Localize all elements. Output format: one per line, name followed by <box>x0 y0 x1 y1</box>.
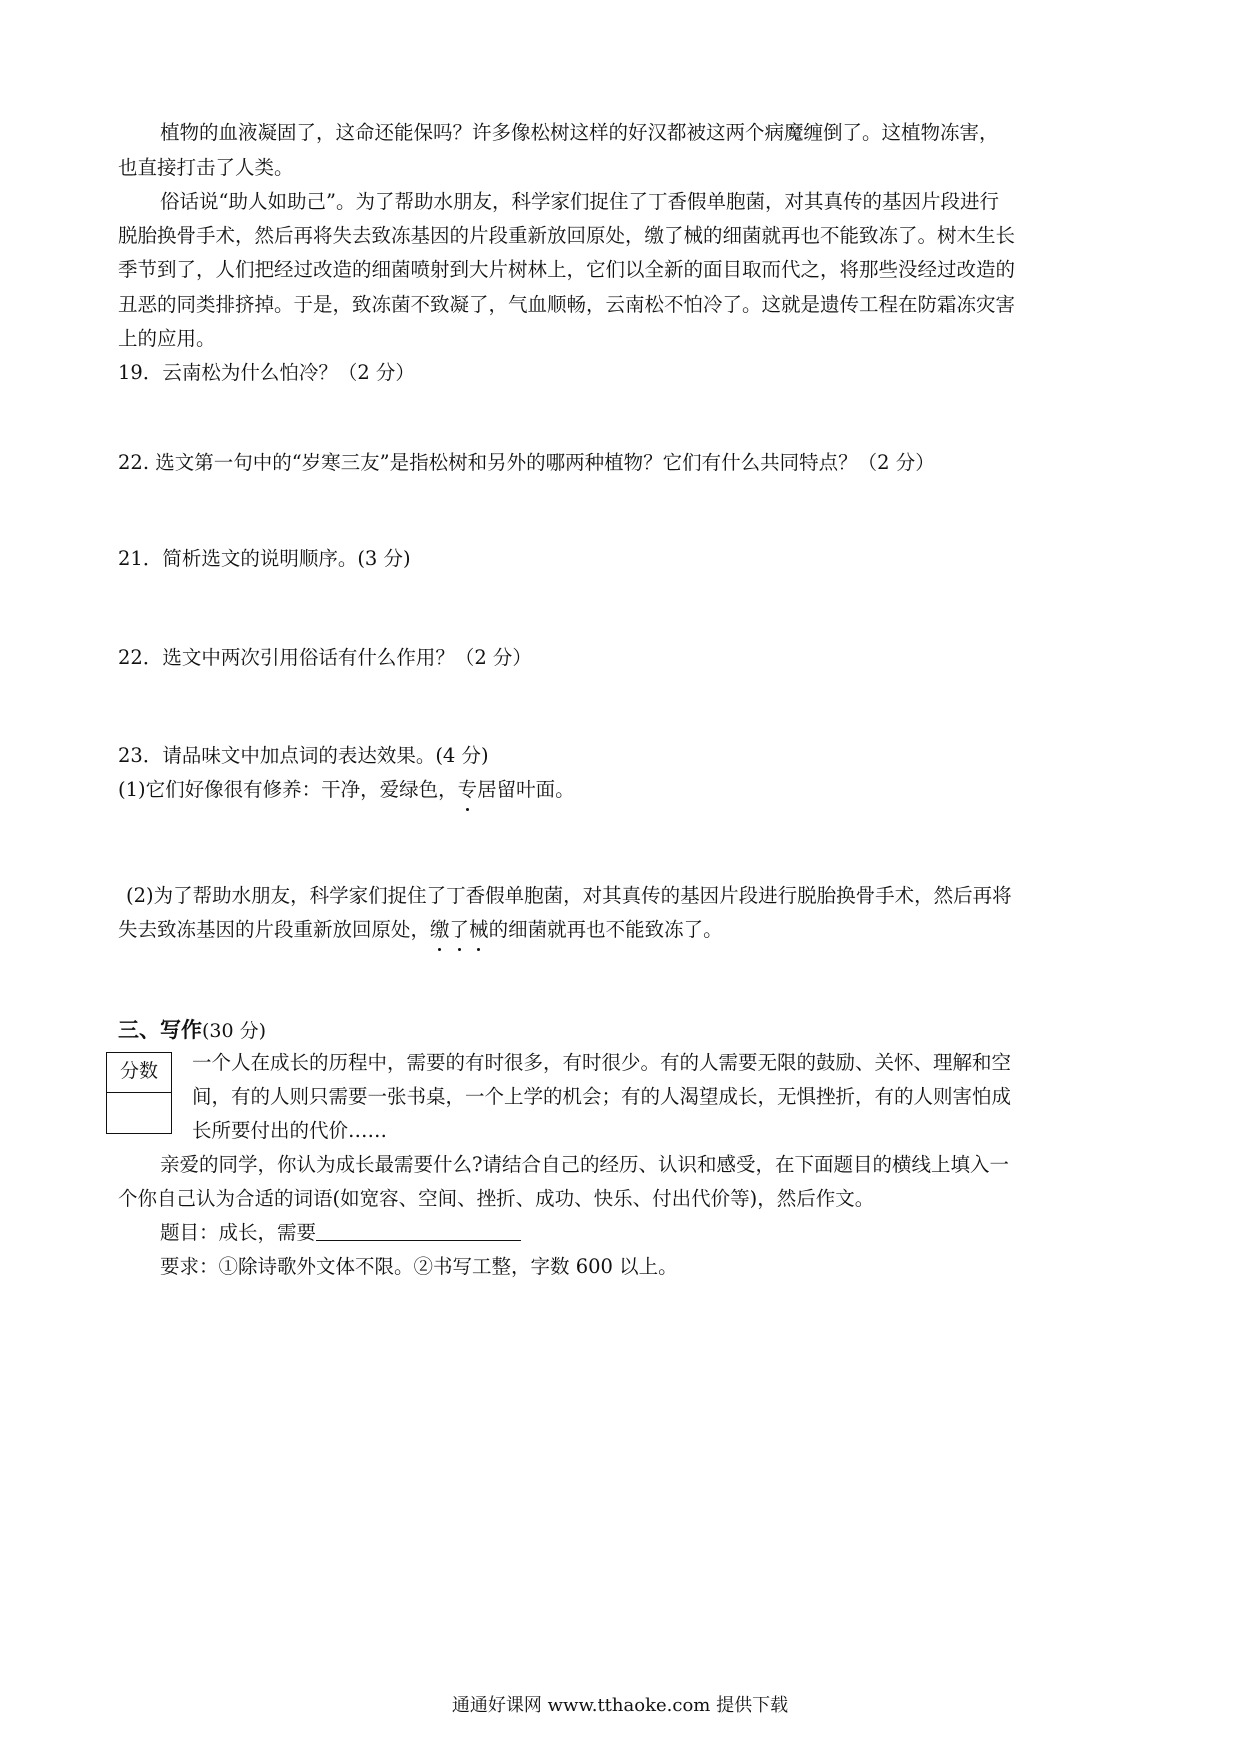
question-23-part2-line1: (2)为了帮助水朋友，科学家们捉住了丁香假单胞菌，对其真传的基因片段进行脱胎换骨手术，然后再将 <box>126 884 1012 907</box>
writing-requirements: 要求：①除诗歌外文体不限。②书写工整，字数 600 以上。 <box>160 1255 678 1278</box>
writing-prompt-line1: 亲爱的同学，你认为成长最需要什么?请结合自己的经历、认识和感受，在下面题目的横线上填入一 <box>160 1153 1009 1176</box>
question-22b: 22．选文中两次引用俗话有什么作用？（2 分） <box>118 646 532 669</box>
passage-p1-line2: 也直接打击了人类。 <box>118 156 294 179</box>
q23-part1-dotted-word: 专 <box>457 778 478 801</box>
writing-intro-line1: 一个人在成长的历程中，需要的有时很多，有时很少。有的人需要无限的鼓励、关怀、理解和空 <box>192 1051 1012 1074</box>
question-23-part1 <box>118 777 1128 803</box>
q23-part2-after: 的细菌就再也不能致冻了。 <box>488 918 723 941</box>
question-21: 21．简析选文的说明顺序。(3 分) <box>118 547 411 570</box>
question-22a: 22. 选文第一句中的“岁寒三友”是指松树和另外的哪两种植物？它们有什么共同特点？（2 分） <box>118 451 935 474</box>
q23-part1-before: (1)它们好像很有修养：干净，爱绿色， <box>118 778 458 801</box>
question-23-part2-line2 <box>118 917 1128 943</box>
q23-part2-dotted-char-1: 缴 <box>430 918 450 941</box>
q23-part2-dotted-char-2: 了 <box>449 918 470 941</box>
writing-section-heading <box>118 1014 266 1044</box>
writing-intro-line2: 间，有的人则只需要一张书桌，一个上学的机会；有的人渴望成长，无惧挫折，有的人则害怕成 <box>192 1085 1012 1108</box>
passage-p1-line1: 植物的血液凝固了，这命还能保吗？许多像松树这样的好汉都被这两个病魔缠倒了。这植物冻害， <box>160 121 999 144</box>
passage-p2-line2: 脱胎换骨手术，然后再将失去致冻基因的片段重新放回原处，缴了械的细菌就再也不能致冻了。树木生长 <box>118 224 1016 247</box>
writing-heading-text: 三、写作 <box>118 1018 202 1042</box>
question-23: 23．请品味文中加点词的表达效果。(4 分) <box>118 744 489 767</box>
score-entry-cell <box>107 1093 171 1133</box>
question-19: 19．云南松为什么怕冷？（2 分） <box>118 361 415 384</box>
score-box-table <box>106 1052 172 1134</box>
passage-p2-line5: 上的应用。 <box>118 327 216 350</box>
passage-p2-line4: 丑恶的同类排挤掉。于是，致冻菌不致凝了，气血顺畅，云南松不怕冷了。这就是遗传工程在防霜冻灾害 <box>118 293 1016 316</box>
page-footer: 通通好课网 www.tthaoke.com 提供下载 <box>451 1695 789 1716</box>
q23-part1-after: 居留叶面。 <box>477 778 575 801</box>
writing-prompt-line2: 个你自己认为合适的词语(如宽容、空间、挫折、成功、快乐、付出代价等)，然后作文。 <box>118 1187 875 1210</box>
writing-title-line <box>160 1220 1170 1246</box>
writing-heading-score: (30 分) <box>202 1020 267 1042</box>
q23-part2-dotted-char-3: 械 <box>469 918 489 941</box>
passage-p2-line3: 季节到了，人们把经过改造的细菌喷射到大片树林上，它们以全新的面目取而代之，将那些没经过改造的 <box>118 258 1016 281</box>
title-blank-line <box>316 1220 521 1241</box>
writing-intro-line3: 长所要付出的代价…… <box>192 1119 388 1142</box>
q23-part2-before: 失去致冻基因的片段重新放回原处， <box>118 918 431 941</box>
score-label: 分数 <box>107 1053 171 1093</box>
writing-title-prompt: 题目：成长，需要 <box>160 1221 317 1244</box>
passage-p2-line1: 俗话说“助人如助己”。为了帮助水朋友，科学家们捉住了丁香假单胞菌，对其真传的基因片段进行 <box>160 190 999 213</box>
